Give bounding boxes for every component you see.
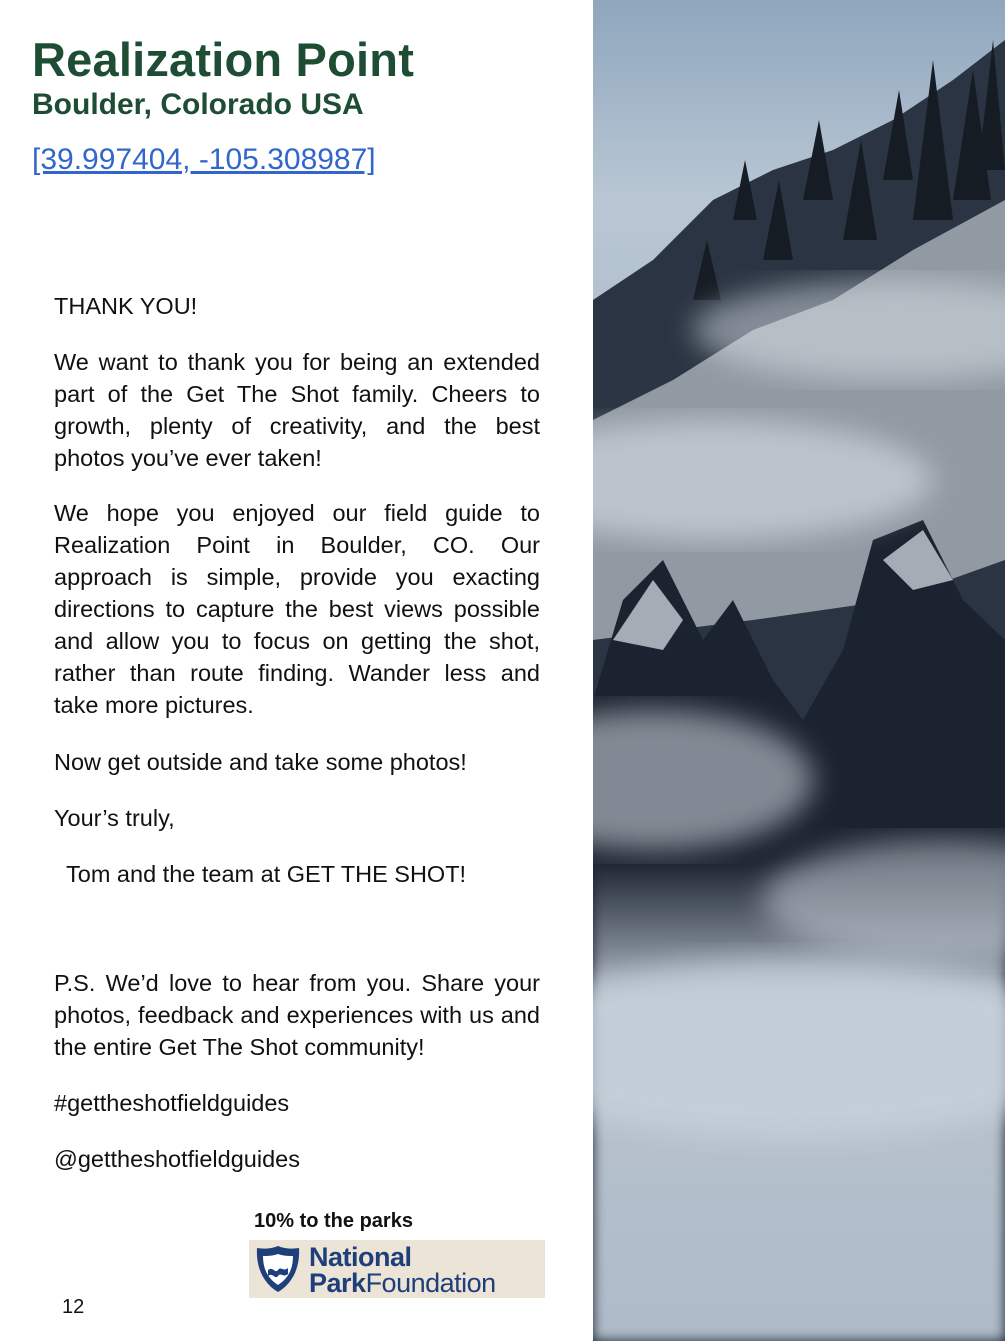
postscript: P.S. We’d love to hear from you. Share your photos, feedback and experiences with us and the entire Get The Shot community! <box>54 970 540 1060</box>
paragraph-thanks: We want to thank you for being an extended part of the Get The Shot family. Cheers to growth, plenty of creativity, and the best photos you’ve ever taken! <box>54 349 540 471</box>
logo-text-foundation: Foundation <box>365 1268 496 1298</box>
thank-you-heading: THANK YOU! <box>54 293 198 319</box>
paragraph-field-guide: We hope you enjoyed our field guide to Realization Point in Boulder, CO. Our approach is simple, provide you exacting directions to capture the best views possible and allow you to focus on getting the shot, rather than route finding. Wander less and take more pictures. <box>54 500 540 718</box>
social-handle: @gettheshotfieldguides <box>54 1146 300 1172</box>
closing-line: Your’s truly, <box>54 805 175 831</box>
paragraph-get-outside: Now get outside and take some photos! <box>54 749 467 775</box>
misty-mountain-photo <box>593 0 1005 1341</box>
arrowhead-shield-icon <box>253 1244 303 1294</box>
logo-text-park: Park <box>309 1268 366 1298</box>
logo-text-park-foundation <box>309 1268 496 1299</box>
location-subtitle: Boulder, Colorado USA <box>32 88 364 121</box>
coordinates-link[interactable]: [39.997404, -105.308987] <box>32 143 376 176</box>
logo-text-national: National <box>309 1242 412 1272</box>
hashtag-text: #gettheshotfieldguides <box>54 1090 290 1116</box>
parks-caption: 10% to the parks <box>254 1210 413 1232</box>
signature-line: Tom and the team at GET THE SHOT! <box>66 861 467 887</box>
national-park-foundation-logo <box>249 1240 545 1298</box>
page-number: 12 <box>62 1296 85 1318</box>
page-title: Realization Point <box>32 33 415 86</box>
